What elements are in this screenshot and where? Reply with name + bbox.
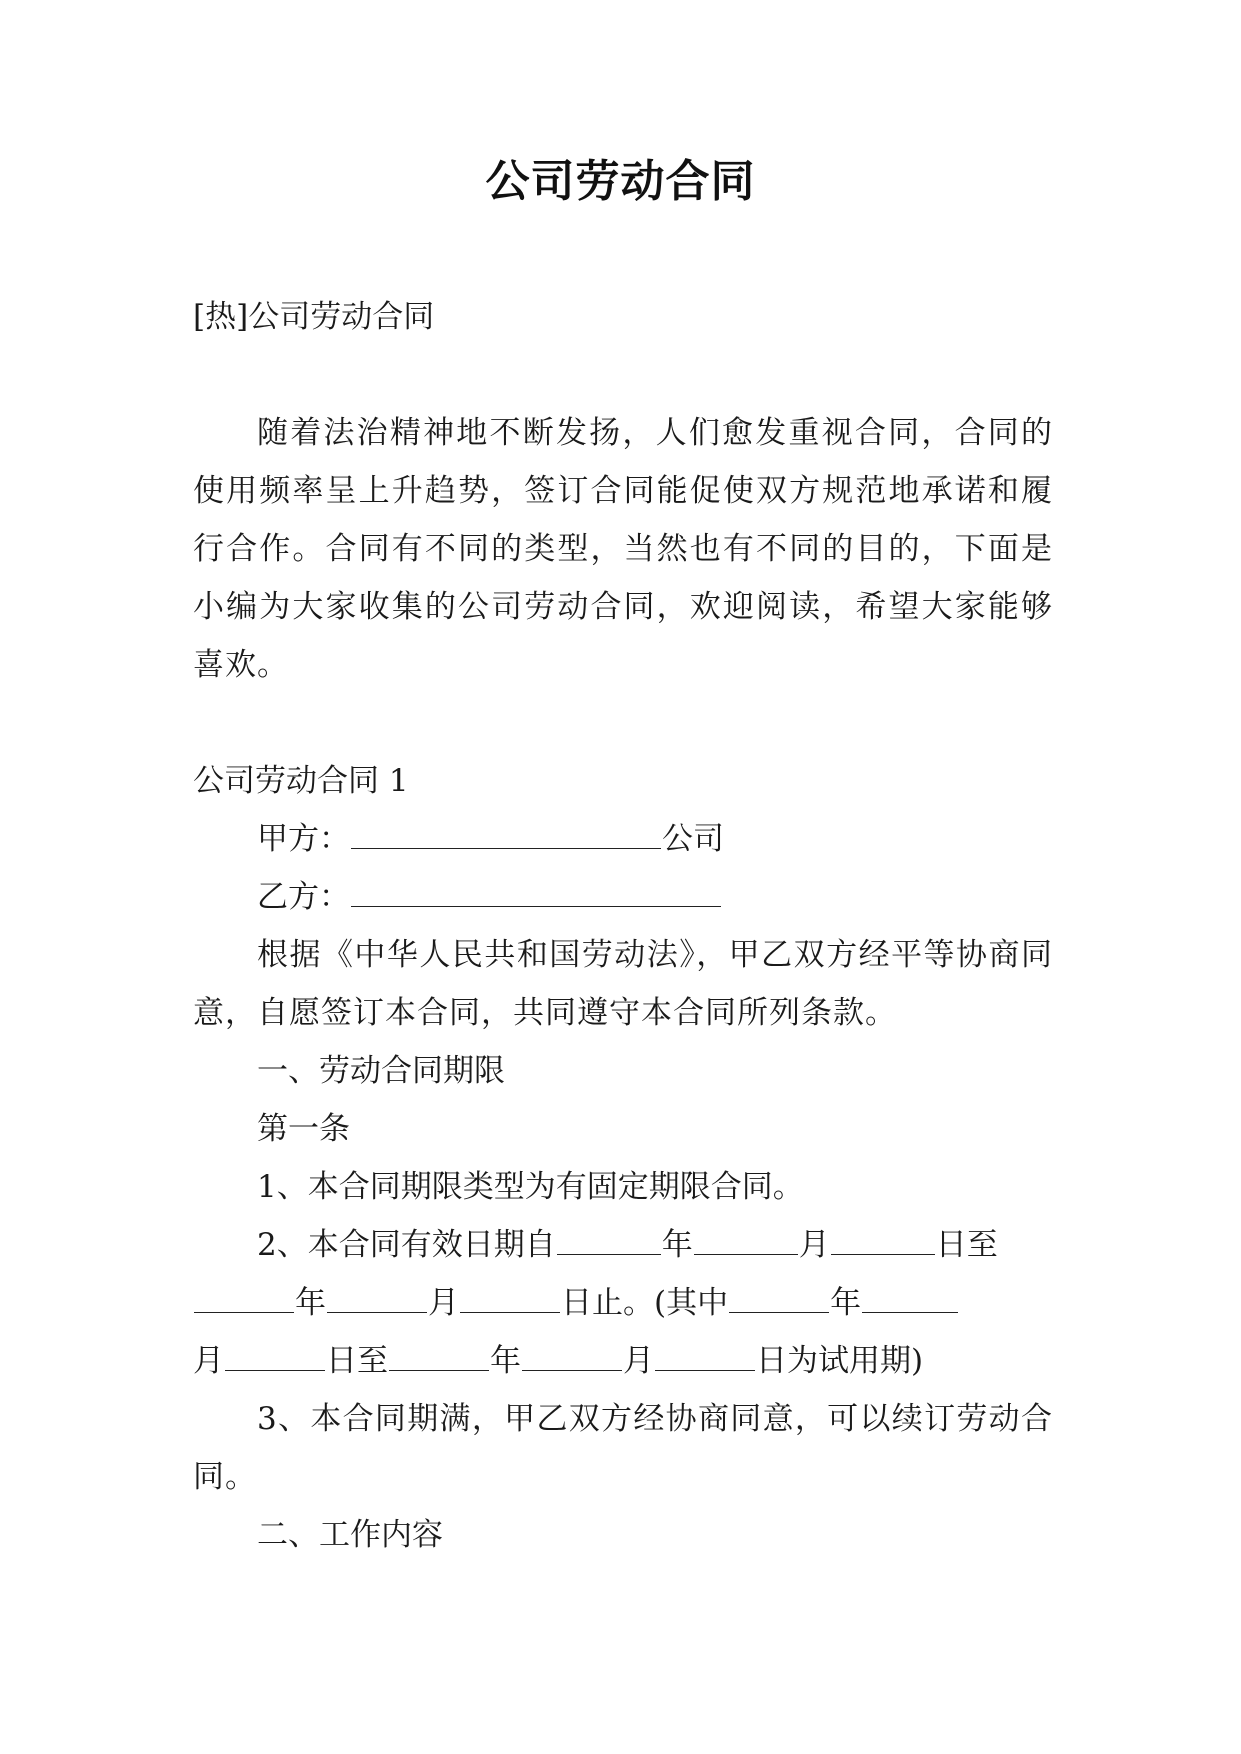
month-label: 月 [623,1343,654,1379]
document-body [193,288,1053,1564]
trial-end-month-blank[interactable] [522,1340,622,1371]
year-label: 年 [295,1285,326,1321]
year-label: 年 [490,1343,521,1379]
party-b-line [193,868,1053,926]
clause-2-prefix: 2、本合同有效日期自 [257,1227,556,1263]
day-to-label: 日至 [326,1343,388,1379]
day-end-label: 日止。 [561,1285,654,1321]
month-label: 月 [193,1343,224,1379]
document-title: 公司劳动合同 [485,156,756,207]
trial-start-month-blank[interactable] [862,1282,958,1313]
end-day-blank[interactable] [460,1282,560,1313]
year-label: 年 [661,1227,693,1263]
trial-end-day-blank[interactable] [655,1340,755,1371]
clause-2-line-3 [193,1332,1053,1390]
trial-end-year-blank[interactable] [389,1340,489,1371]
end-year-blank[interactable] [194,1282,294,1313]
trial-end-label: 日为试用期) [756,1343,924,1379]
party-b-blank[interactable] [351,876,721,907]
party-a-blank[interactable] [351,818,661,849]
month-label: 月 [798,1227,830,1263]
trial-start-day-blank[interactable] [225,1340,325,1371]
clause-1: 1、本合同期限类型为有固定期限合同。 [257,1169,804,1205]
document-subtitle: [热]公司劳动合同 [193,299,435,335]
chapter-2-heading: 二、工作内容 [257,1517,443,1553]
clause-3: 3、本合同期满，甲乙双方经协商同意，可以续订劳动合同。 [193,1401,1053,1495]
trial-start-year-blank[interactable] [729,1282,829,1313]
party-a-label: 甲方： [257,821,350,857]
start-year-blank[interactable] [557,1224,661,1255]
clause-2-line-2 [193,1274,1053,1332]
month-label: 月 [428,1285,459,1321]
clause-2-line-1 [193,1216,1053,1274]
article-1-heading: 第一条 [257,1111,350,1147]
party-a-suffix: 公司 [662,821,724,857]
chapter-1-heading: 一、劳动合同期限 [257,1053,505,1089]
start-day-blank[interactable] [831,1224,935,1255]
year-label: 年 [830,1285,862,1321]
section-title: 公司劳动合同 1 [193,763,409,799]
day-to-label: 日至 [935,1227,998,1263]
party-b-label: 乙方： [257,879,350,915]
end-month-blank[interactable] [327,1282,427,1313]
party-a-line [193,810,1053,868]
basis-paragraph: 根据《中华人民共和国劳动法》，甲乙双方经平等协商同意，自愿签订本合同，共同遵守本合同所列条款。 [193,937,1053,1031]
intro-paragraph: 随着法治精神地不断发扬，人们愈发重视合同，合同的使用频率呈上升趋势，签订合同能促使双方规范地承诺和履行合作。合同有不同的类型，当然也有不同的目的，下面是小编为大家收集的公司劳动合同，欢迎阅读，希望大家能够喜欢。 [193,415,1053,683]
start-month-blank[interactable] [694,1224,798,1255]
trial-open-label: (其中 [654,1285,729,1321]
